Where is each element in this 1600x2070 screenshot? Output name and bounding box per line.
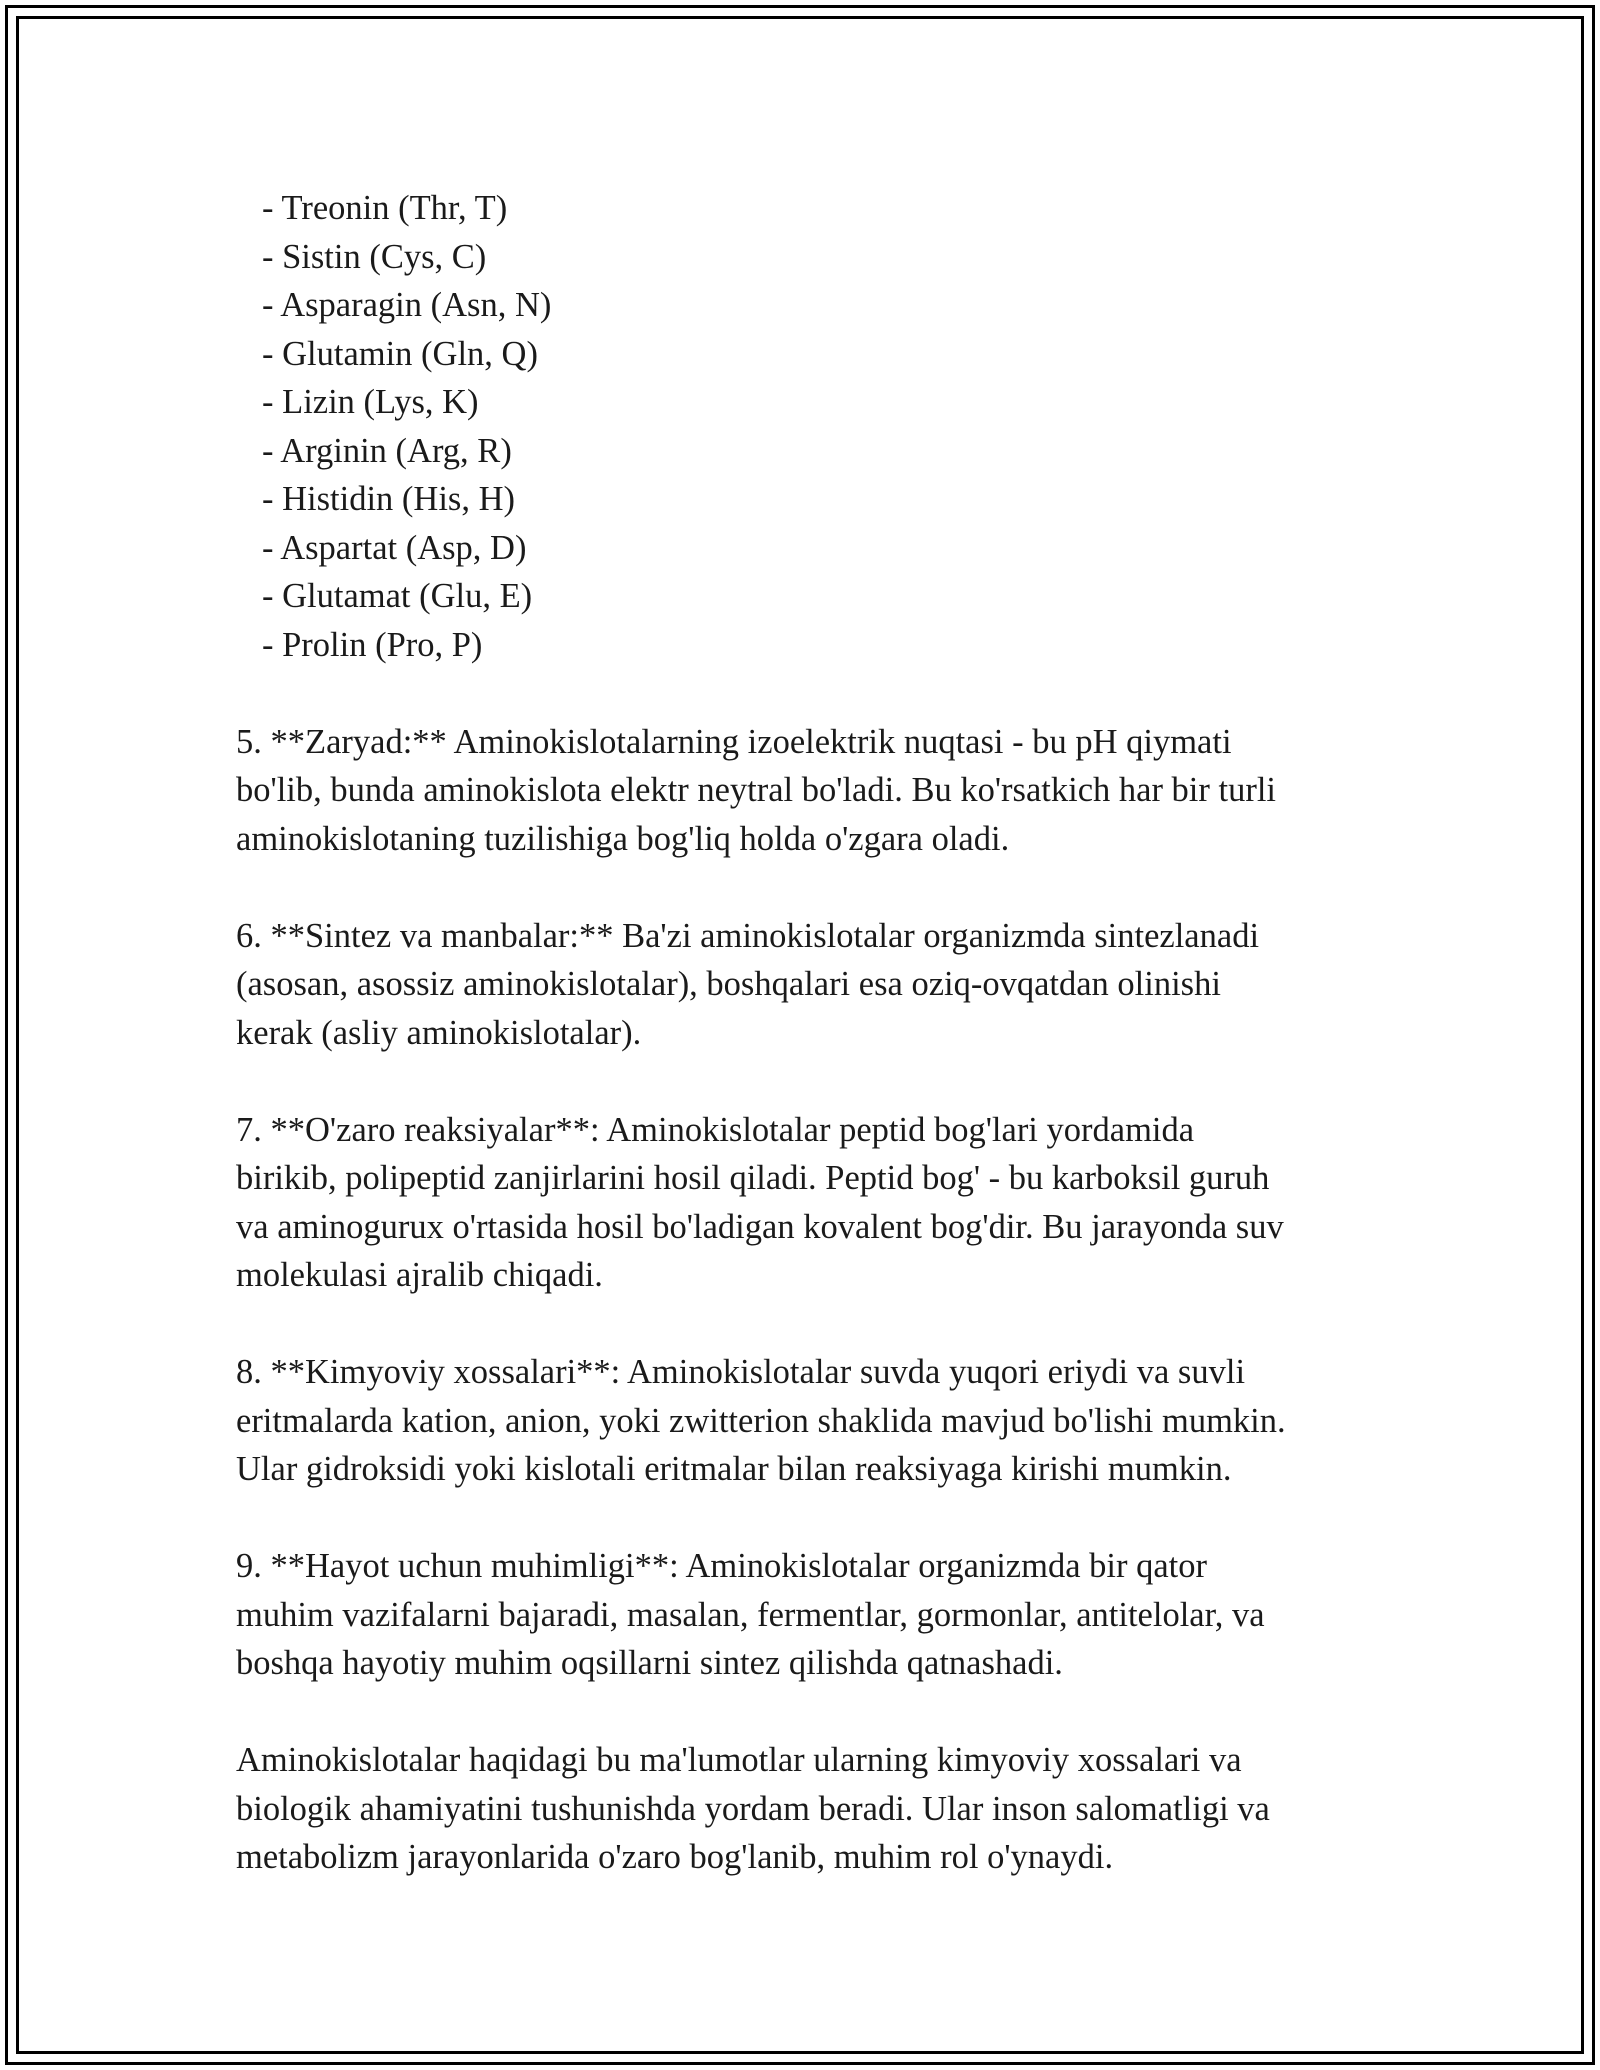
paragraph-importance (236, 1542, 1386, 1688)
paragraph-line: kerak (asliy aminokislotalar). (236, 1013, 642, 1052)
paragraph-line: 6. **Sintez va manbalar:** Ba'zi aminokislotalar organizmda sintezlanadi (236, 916, 1260, 955)
paragraph-chemical-properties (236, 1348, 1386, 1494)
list-item: - Lizin (Lys, K) (262, 383, 479, 421)
paragraph-line: Aminokislotalar haqidagi bu ma'lumotlar ularning kimyoviy xossalari va (236, 1741, 1242, 1779)
paragraph-line: boshqa hayotiy muhim oqsillarni sintez qilishda qatnashadi. (236, 1644, 1063, 1682)
list-item: - Aspartat (Asp, D) (262, 528, 527, 567)
list-item: - Glutamin (Gln, Q) (262, 334, 538, 373)
paragraph-line: muhim vazifalarni bajaradi, masalan, fermentlar, gormonlar, antitelolar, va (236, 1595, 1265, 1634)
paragraph-line: 5. **Zaryad:** Aminokislotalarning izoelektrik nuqtasi - bu pH qiymati (236, 722, 1232, 761)
list-item: - Asparagin (Asn, N) (262, 286, 552, 324)
paragraph-synthesis (236, 912, 1386, 1058)
paragraph-line: birikib, polipeptid zanjirlarini hosil qiladi. Peptid bog' - bu karboksil guruh (236, 1159, 1270, 1197)
paragraph-line: eritmalarda kation, anion, yoki zwitterion shaklida mavjud bo'lishi mumkin. (236, 1401, 1286, 1440)
paragraph-line: aminokislotaning tuzilishiga bog'liq holda o'zgara oladi. (236, 819, 1010, 858)
paragraph-line: 8. **Kimyoviy xossalari**: Aminokislotalar suvda yuqori eriydi va suvli (236, 1353, 1246, 1391)
list-item: - Sistin (Cys, C) (262, 237, 487, 276)
list-item: - Glutamat (Glu, E) (262, 577, 533, 615)
paragraph-line: bo'lib, bunda aminokislota elektr neytral bo'ladi. Bu ko'rsatkich har bir turli (236, 771, 1277, 809)
list-item: - Prolin (Pro, P) (262, 625, 483, 664)
paragraph-reactions (236, 1106, 1386, 1300)
paragraph-line: va aminogurux o'rtasida hosil bo'ladigan kovalent bog'dir. Bu jarayonda suv (236, 1207, 1284, 1246)
paragraph-line: Ular gidroksidi yoki kislotali eritmalar bilan reaksiyaga kirishi mumkin. (236, 1450, 1232, 1488)
paragraph-line: (asosan, asossiz aminokislotalar), boshqalari esa oziq-ovqatdan olinishi (236, 965, 1221, 1003)
list-item: - Treonin (Thr, T) (262, 189, 508, 227)
paragraph-conclusion (236, 1736, 1386, 1882)
paragraph-charge (236, 718, 1386, 864)
document-body (236, 184, 1386, 1882)
paragraph-line: metabolizm jarayonlarida o'zaro bog'lanib, muhim rol o'ynaydi. (236, 1838, 1114, 1876)
paragraph-line: molekulasi ajralib chiqadi. (236, 1256, 603, 1294)
paragraph-line: 9. **Hayot uchun muhimligi**: Aminokislotalar organizmda bir qator (236, 1547, 1207, 1585)
amino-acid-list (236, 184, 1386, 669)
paragraph-line: 7. **O'zaro reaksiyalar**: Aminokislotalar peptid bog'lari yordamida (236, 1110, 1195, 1149)
paragraph-line: biologik ahamiyatini tushunishda yordam beradi. Ular inson salomatligi va (236, 1789, 1270, 1828)
amino-acid-list-block (236, 184, 1386, 669)
list-item: - Arginin (Arg, R) (262, 431, 512, 470)
list-item: - Histidin (His, H) (262, 480, 515, 518)
